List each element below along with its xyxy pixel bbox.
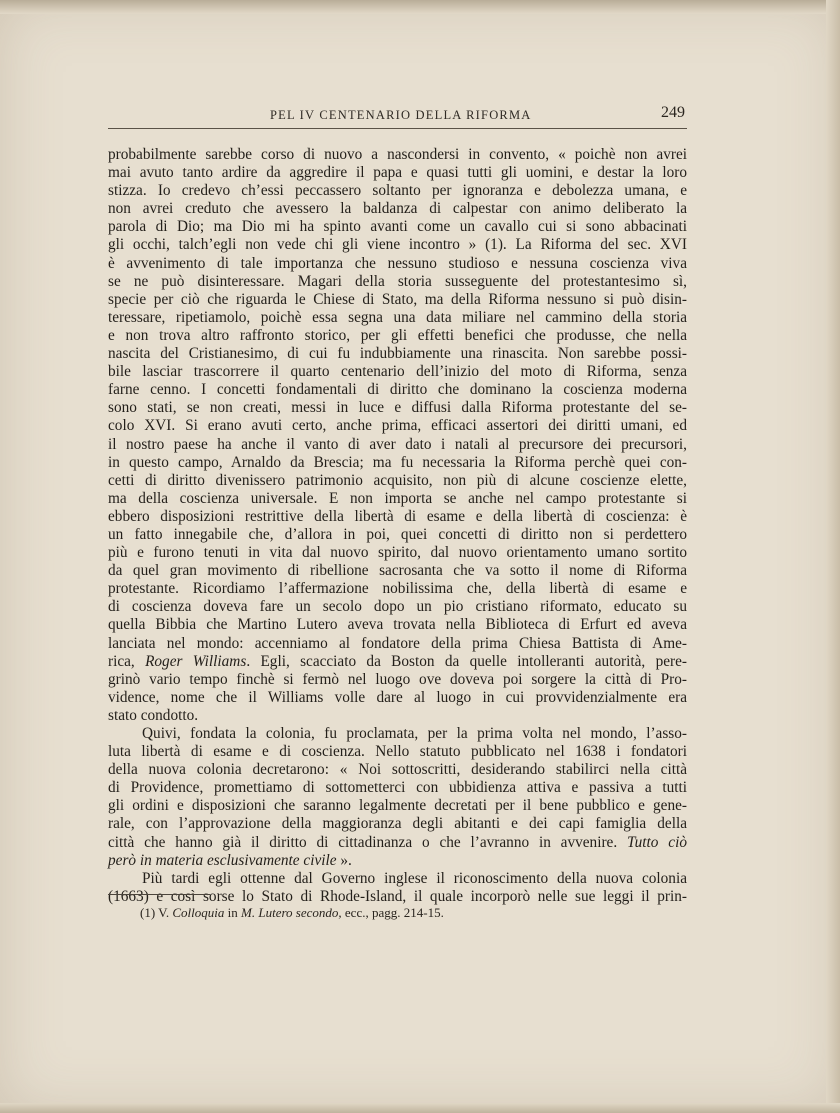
text-line: più e furono tenuti in vita dal nuovo spirito, dal nuovo orientamento umano sortito [108, 544, 687, 562]
footnote-mid: in [227, 905, 238, 920]
text-line: stizza. Io credevo ch’essi peccassero soltanto per ignoranza e debolezza umana, e [108, 182, 687, 200]
text-line: però in materia esclusivamente civile ». [108, 851, 352, 869]
text-line: ma della coscienza universale. E non importa se anche nel campo protestante si [108, 489, 687, 507]
italic-phrase: però in materia esclusivamente civile [108, 851, 337, 869]
text-line: gli ordini e disposizioni che saranno legalmente decretati per il bene pubblico e gene- [108, 797, 687, 815]
text-line: vidence, nome che il Williams volle dare al luogo in cui provvidenzialmente era [108, 688, 687, 706]
text-line: specie per ciò che riguarda le Chiese di Stato, ma della Riforma nessuno si può disin- [108, 290, 687, 308]
text-line: se ne può disinteressare. Magari della storia susseguente del protestantesimo sì, [108, 272, 687, 290]
running-header [108, 106, 687, 129]
text-line: di coscienza doveva fare un secolo dopo un pio cristiano riformato, educato su [108, 598, 687, 616]
footnote-rest: ecc., pagg. 214-15. [344, 905, 444, 920]
text-line: ebbero disposizioni restrittive della libertà di esame e della libertà di coscienza: è [108, 507, 687, 525]
text-line: teressare, ripetiamolo, poichè essa segna una data miliare nel cammino della storia [108, 308, 687, 326]
text-line: quella Bibbia che Martino Lutero aveva trovata nella Biblioteca di Erfurt ed aveva [108, 616, 687, 634]
text-line: stato condotto. [108, 706, 199, 724]
page-top-edge [0, 0, 840, 14]
text-line: cetti di diritto divenissero patrimonio acquisito, non più di alcune coscienze elette, [108, 471, 687, 489]
text-line: di Providence, promettiamo di sottometterci con ubbidienza attiva e passiva a tutti [108, 779, 687, 797]
footnote-title-colloquia: Colloquia [172, 905, 225, 920]
footnote-title-lutero: M. Lutero secondo, [241, 905, 342, 920]
page-right-edge [826, 0, 840, 1113]
text-line: nascita del Cristianesimo, di cui fu indubbiamente una rinascita. Non sarebbe possi- [108, 345, 687, 363]
body-text [108, 146, 687, 906]
footnote-rule [108, 894, 210, 895]
text-line: rale, con l’approvazione della maggioranza degli abitanti e dei capi famiglia della [108, 815, 687, 833]
text-line: probabilmente sarebbe corso di nuovo a nascondersi in convento, « poichè non avrei [108, 146, 687, 163]
text-line: è avvenimento di tale importanza che nessuno studioso e nessuna coscienza viva [108, 254, 687, 272]
text-line: un fatto innegabile che, d’allora in poi, quei concetti di diritto non si perdettero [108, 525, 687, 543]
text-line: e non trova altro raffronto storico, per gli effetti benefici che produsse, che nella [108, 326, 687, 344]
text-line: (1663) e così sorse lo Stato di Rhode-Island, il quale incorporò nelle sue leggi il prin- [108, 887, 687, 905]
running-title: PEL IV CENTENARIO DELLA RIFORMA [270, 108, 532, 122]
page-bottom-edge [0, 1103, 840, 1113]
text-line: non avrei creduto che avessero la baldanza di calpestar con animo deliberato la [108, 200, 687, 218]
text-line: della nuova colonia decretarono: « Noi sottoscritti, desiderando stabilirci nella città [108, 761, 687, 779]
text-line: rica, Roger Williams. Egli, scacciato da Boston da quelle intolleranti autorità, pere- [108, 652, 687, 670]
text-line: parola di Dio; ma Dio mi ha spinto avanti come un cavallo cui si sono abbacinati [108, 218, 687, 236]
text-line: Più tardi egli ottenne dal Governo inglese il riconoscimento della nuova colonia [142, 869, 687, 887]
text-line: gli occhi, talch’egli non vede chi gli viene incontro » (1). La Riforma del sec. XVI [108, 236, 687, 254]
text-line: mai avuto tanto ardire da aggredire il papa e quasi tutti gli uomini, e destar la loro [108, 164, 687, 182]
text-line: sono stati, se non creati, messi in luce e diffusi dalla Riforma protestante del se- [108, 399, 687, 417]
text-line: in questo campo, Arnaldo da Brescia; ma fu necessaria la Riforma perchè quei con- [108, 453, 687, 471]
text-line: da quel gran movimento di ribellione sacrosanta che va sotto il nome di Riforma [108, 562, 687, 580]
text-line: colo XVI. Si erano avuti certo, anche prima, efficaci assertori dei diritti umani, ed [108, 417, 687, 435]
footnote [140, 905, 444, 921]
text-line: luta libertà di esame e di coscienza. Nello statuto pubblicato nel 1638 i fondatori [108, 743, 687, 761]
text-line: protestante. Ricordiamo l’affermazione nobilissima che, della libertà di esame e [108, 580, 687, 598]
italic-phrase: Roger Williams [145, 652, 247, 670]
text-line: Quivi, fondata la colonia, fu proclamata, per la prima volta nel mondo, l’asso- [142, 725, 687, 742]
text-line: lanciata nel mondo: accenniamo al fondatore della prima Chiesa Battista di Ame- [108, 634, 687, 652]
text-line: città che hanno già il diritto di cittadinanza o che l’avranno in avvenire. Tutto ciò [108, 833, 687, 851]
text-line: grinò vario tempo finchè si fermò nel luogo ove doveva poi sorgere la città di Pro- [108, 670, 687, 688]
footnote-marker: (1) V. [140, 905, 170, 920]
text-line: bile lasciar trascorrere il quarto centenario dell’inizio del moto di Riforma, senza [108, 363, 687, 381]
italic-phrase: Tutto ciò [627, 833, 687, 851]
text-line: farne cenno. I concetti fondamentali di diritto che dominano la coscienza moderna [108, 381, 687, 399]
text-line: il nostro paese ha anche il vanto di aver dato i natali al precursore dei precursori, [108, 435, 687, 453]
page-number: 249 [661, 104, 685, 121]
